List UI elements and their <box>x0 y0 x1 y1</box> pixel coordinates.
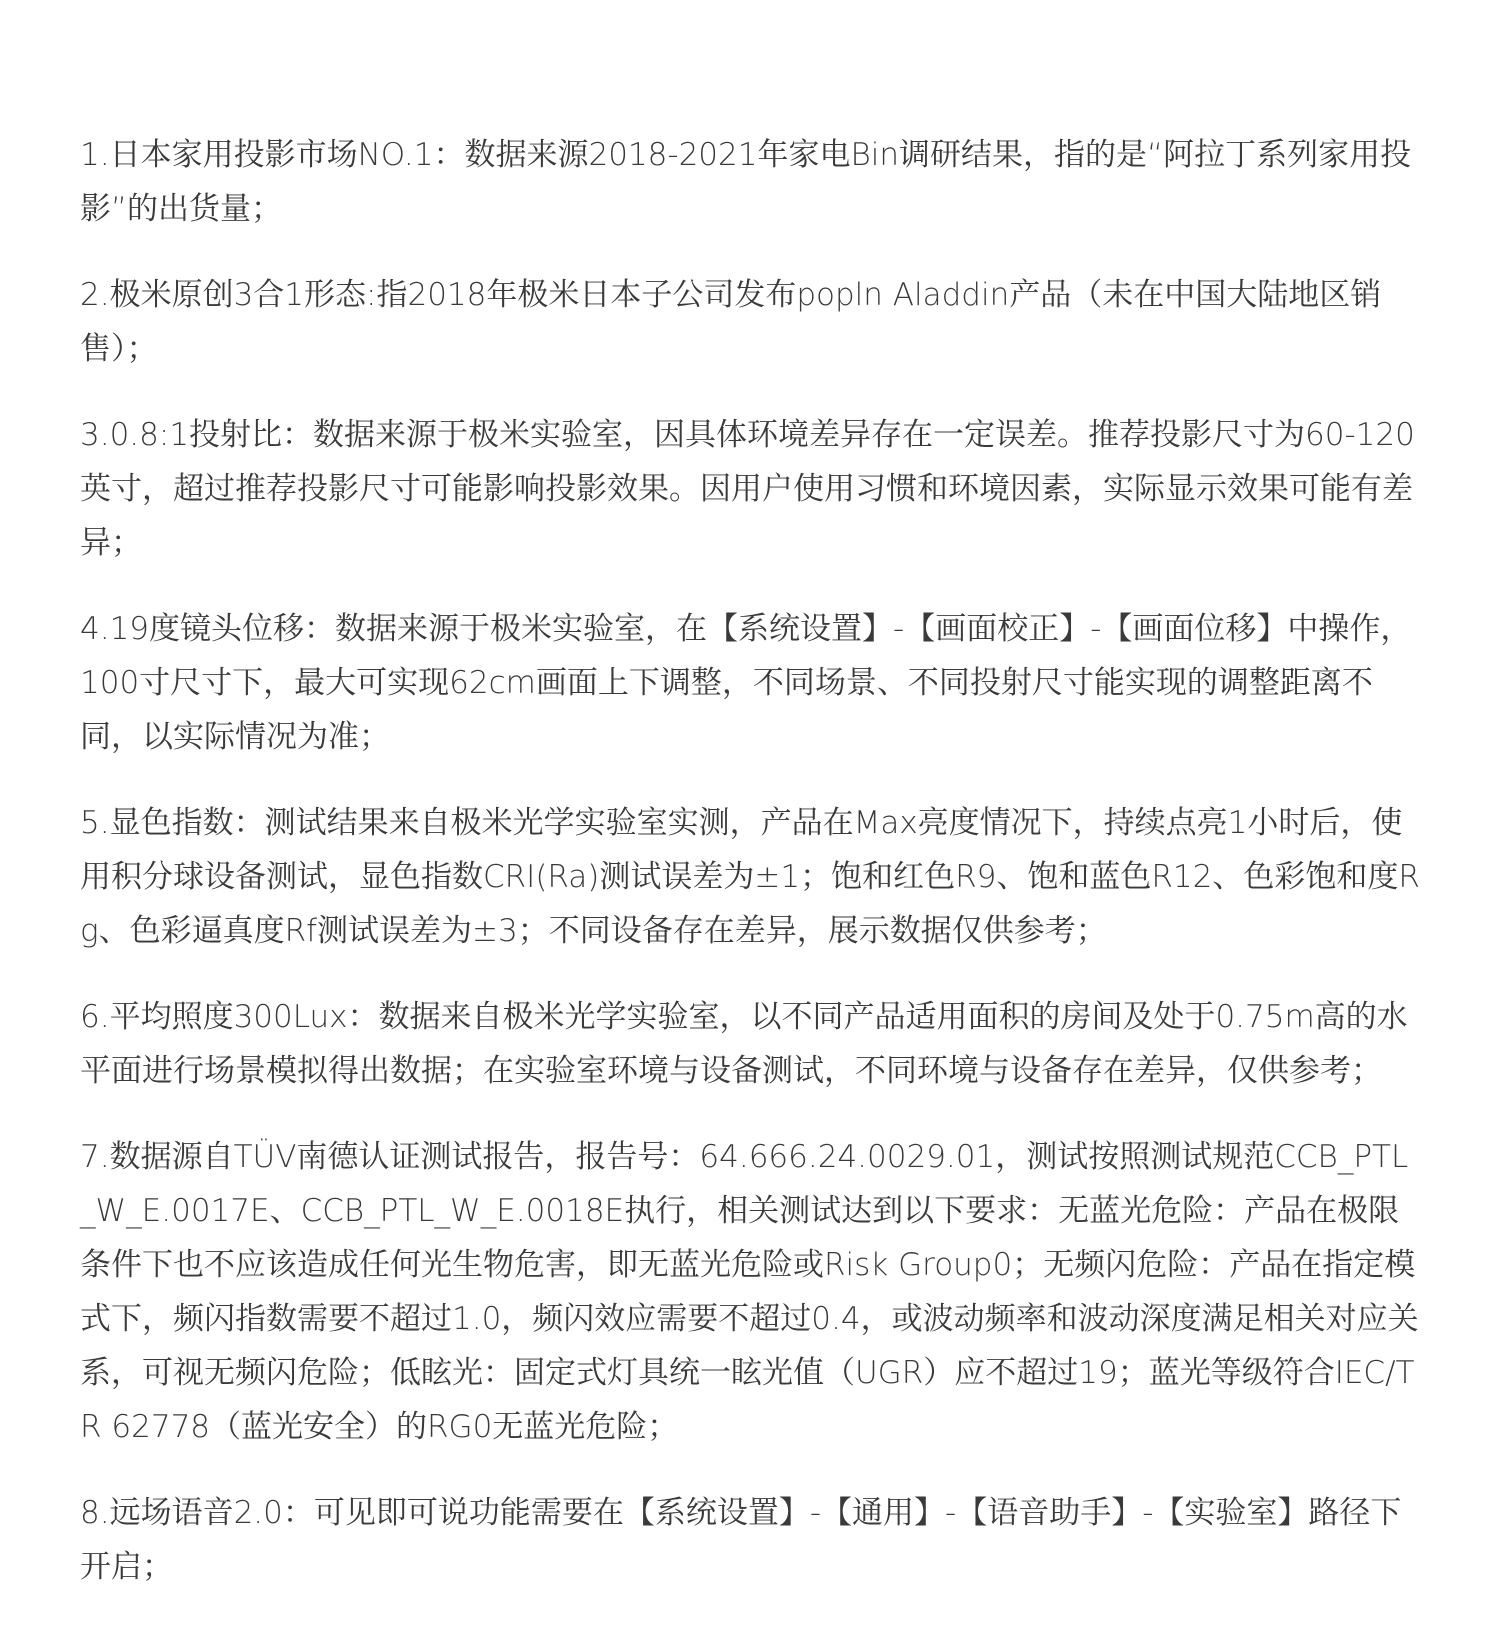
footnote-4: 4.19度镜头位移：数据来源于极米实验室，在【系统设置】-【画面校正】-【画面位移】中操作，100寸尺寸下，最大可实现62cm画面上下调整，不同场景、不同投射尺寸能实现的调整距离不同，以实际情况为准； <box>80 611 1412 755</box>
footnote-3: 3.0.8:1投射比：数据来源于极米实验室，因具体环境差异存在一定误差。推荐投影尺寸为60-120英寸，超过推荐投影尺寸可能影响投影效果。因用户使用习惯和环境因素，实际显示效果可能有差异； <box>80 417 1415 561</box>
footnote-6: 6.平均照度300Lux：数据来自极米光学实验室，以不同产品适用面积的房间及处于0.75m高的水平面进行场景模拟得出数据；在实验室环境与设备测试，不同环境与设备存在差异，仅供参考； <box>80 999 1408 1089</box>
footnote-2: 2.极米原创3合1形态:指2018年极米日本子公司发布popln Aladdin产品（未在中国大陆地区销售）； <box>80 277 1382 367</box>
footnotes-list <box>80 128 1420 1626</box>
footnote-1: 1.日本家用投影市场NO.1：数据来源2018-2021年家电Bin调研结果，指的是“阿拉丁系列家用投影”的出货量； <box>80 137 1412 227</box>
footnote-7: 7.数据源自TÜV南德认证测试报告，报告号：64.666.24.0029.01，测试按照测试规范CCB_PTL_W_E.0017E、CCB_PTL_W_E.0018E执行，相关测试达到以下要求：无蓝光危险：产品在极限条件下也不应该造成任何光生物危害，即无蓝光危险或Risk Group0；无频闪危险：产品在指定模式下，频闪指数需要不超过1.0，频闪效应需要不超过0.4，或波动频率和波动深度满足相关对应关系，可视无频闪危险；低眩光：固定式灯具统一眩光值（UGR）应不超过19；蓝光等级符合IEC/TR 62778（蓝光安全）的RG0无蓝光危险； <box>80 1139 1419 1445</box>
footnote-8: 8.远场语音2.0：可见即可说功能需要在【系统设置】-【通用】-【语音助手】-【实验室】路径下开启； <box>80 1495 1402 1585</box>
footnote-5: 5.显色指数：测试结果来自极米光学实验室实测，产品在Max亮度情况下，持续点亮1小时后，使用积分球设备测试，显色指数CRI(Ra)测试误差为±1；饱和红色R9、饱和蓝色R12、色彩饱和度Rg、色彩逼真度Rf测试误差为±3；不同设备存在差异，展示数据仅供参考； <box>80 805 1420 949</box>
